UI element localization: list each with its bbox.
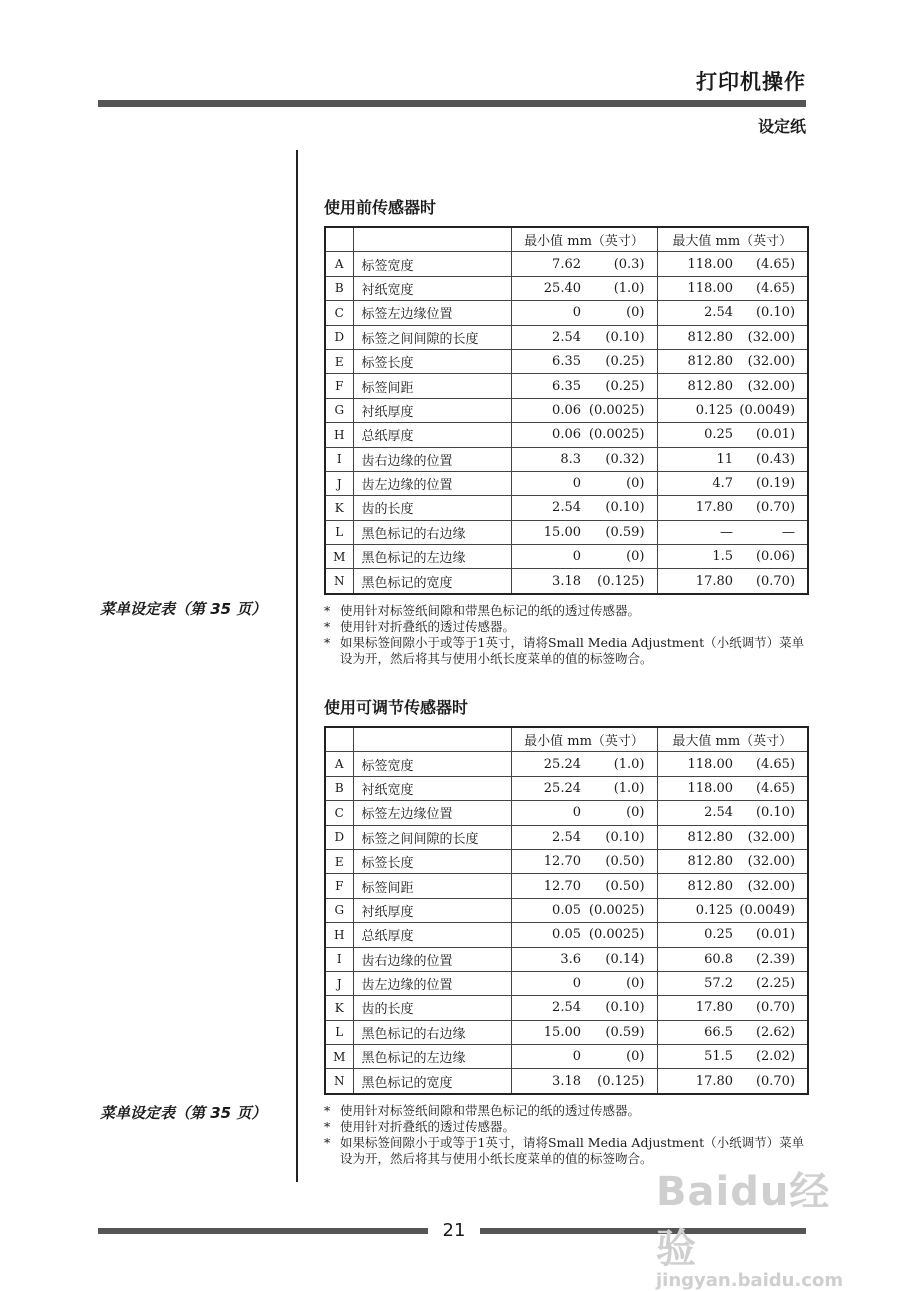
row-label: 总纸厚度 xyxy=(353,423,511,447)
watermark-url: jingyan.baidu.com xyxy=(656,1270,844,1291)
page-number: 21 xyxy=(442,1220,466,1241)
max-inch-cell: (4.65) xyxy=(737,252,808,276)
min-mm-cell: 0 xyxy=(511,1045,585,1069)
row-label: 标签间距 xyxy=(353,374,511,398)
min-mm-cell: 6.35 xyxy=(511,374,585,398)
row-code: I xyxy=(325,947,353,971)
min-mm-cell: 2.54 xyxy=(511,325,585,349)
max-mm-cell: 812.80 xyxy=(657,325,737,349)
row-code: D xyxy=(325,325,353,349)
max-inch-cell: (32.00) xyxy=(737,874,808,898)
row-code: C xyxy=(325,301,353,325)
row-label: 标签长度 xyxy=(353,349,511,373)
margin-rule xyxy=(296,150,298,1182)
max-inch-cell: (2.62) xyxy=(737,1020,808,1044)
max-mm-cell: 118.00 xyxy=(657,252,737,276)
max-inch-cell: (0.70) xyxy=(737,1069,808,1094)
row-label: 黑色标记的宽度 xyxy=(353,569,511,594)
max-mm-cell: 812.80 xyxy=(657,825,737,849)
table-row xyxy=(325,1020,808,1044)
footnote-marker: * xyxy=(324,1102,331,1118)
max-inch-cell: (0.43) xyxy=(737,447,808,471)
max-inch-cell: (2.25) xyxy=(737,971,808,995)
min-inch-cell: (0.3) xyxy=(585,252,657,276)
min-mm-cell: 15.00 xyxy=(511,520,585,544)
header-blank-code xyxy=(325,227,353,252)
max-mm-cell: 17.80 xyxy=(657,496,737,520)
table-row xyxy=(325,898,808,922)
min-inch-cell: (0) xyxy=(585,301,657,325)
min-inch-cell: (0.125) xyxy=(585,569,657,594)
table-row xyxy=(325,471,808,495)
row-code: M xyxy=(325,545,353,569)
min-mm-cell: 0 xyxy=(511,801,585,825)
min-inch-cell: (0.10) xyxy=(585,996,657,1020)
row-code: F xyxy=(325,874,353,898)
footnote xyxy=(324,635,808,667)
footnote-marker: * xyxy=(324,1118,331,1134)
table-row xyxy=(325,496,808,520)
header-blank-label xyxy=(353,727,511,752)
watermark-brand: Baidu经验 xyxy=(656,1169,831,1272)
footnote-text: 使用针对标签纸间隙和带黑色标记的纸的透过传感器。 xyxy=(340,602,641,618)
max-mm-cell: 0.125 xyxy=(657,398,737,422)
row-label: 标签宽度 xyxy=(353,752,511,776)
row-code: M xyxy=(325,1045,353,1069)
min-mm-cell: 0.05 xyxy=(511,898,585,922)
row-label: 标签左边缘位置 xyxy=(353,301,511,325)
max-mm-cell: 17.80 xyxy=(657,569,737,594)
header-rule xyxy=(98,100,806,107)
footnote-text: 使用针对标签纸间隙和带黑色标记的纸的透过传感器。 xyxy=(340,1102,641,1118)
footnote-marker: * xyxy=(324,1134,331,1150)
max-mm-cell: 66.5 xyxy=(657,1020,737,1044)
footnote-text: 使用针对折叠纸的透过传感器。 xyxy=(340,1118,516,1134)
min-mm-cell: 6.35 xyxy=(511,349,585,373)
max-mm-cell: 0.125 xyxy=(657,898,737,922)
min-mm-cell: 0 xyxy=(511,471,585,495)
min-mm-cell: 3.18 xyxy=(511,569,585,594)
min-inch-cell: (0) xyxy=(585,971,657,995)
header-max: 最大值 mm（英寸） xyxy=(657,227,808,252)
table-row xyxy=(325,947,808,971)
row-label: 黑色标记的左边缘 xyxy=(353,545,511,569)
footnote-text: 如果标签间隙小于或等于1英寸，请将Small Media Adjustment（小纸调节）菜单设为开，然后将其与使用小纸长度菜单的值的标签吻合。 xyxy=(340,1134,805,1166)
max-inch-cell: (2.39) xyxy=(737,947,808,971)
row-label: 齿左边缘的位置 xyxy=(353,471,511,495)
max-inch-cell: (4.65) xyxy=(737,776,808,800)
table-row xyxy=(325,276,808,300)
row-label: 齿左边缘的位置 xyxy=(353,971,511,995)
row-code: E xyxy=(325,349,353,373)
max-inch-cell: (0.0049) xyxy=(737,398,808,422)
min-mm-cell: 0.06 xyxy=(511,398,585,422)
row-label: 衬纸厚度 xyxy=(353,898,511,922)
table-row xyxy=(325,374,808,398)
min-mm-cell: 0 xyxy=(511,545,585,569)
max-inch-cell: (0.06) xyxy=(737,545,808,569)
row-code: K xyxy=(325,996,353,1020)
section-title: 使用可调节传感器时 xyxy=(324,698,469,717)
row-code: H xyxy=(325,923,353,947)
max-mm-cell: 2.54 xyxy=(657,301,737,325)
footnotes xyxy=(324,603,808,667)
max-inch-cell: (0.01) xyxy=(737,423,808,447)
min-inch-cell: (0.59) xyxy=(585,1020,657,1044)
row-label: 黑色标记的右边缘 xyxy=(353,520,511,544)
max-inch-cell: — xyxy=(737,520,808,544)
row-code: B xyxy=(325,276,353,300)
footnote-marker: * xyxy=(324,618,331,634)
table-header-row xyxy=(325,227,808,252)
max-mm-cell: 60.8 xyxy=(657,947,737,971)
min-mm-cell: 12.70 xyxy=(511,849,585,873)
watermark xyxy=(656,1160,866,1291)
footnote xyxy=(324,1119,808,1135)
max-mm-cell: 4.7 xyxy=(657,471,737,495)
max-inch-cell: (0.10) xyxy=(737,301,808,325)
page-subtitle: 设定纸 xyxy=(757,117,806,136)
max-inch-cell: (32.00) xyxy=(737,374,808,398)
max-mm-cell: — xyxy=(657,520,737,544)
max-mm-cell: 51.5 xyxy=(657,1045,737,1069)
row-label: 总纸厚度 xyxy=(353,923,511,947)
max-mm-cell: 0.25 xyxy=(657,423,737,447)
row-code: C xyxy=(325,801,353,825)
max-mm-cell: 17.80 xyxy=(657,996,737,1020)
min-mm-cell: 2.54 xyxy=(511,825,585,849)
min-mm-cell: 25.24 xyxy=(511,752,585,776)
max-mm-cell: 812.80 xyxy=(657,374,737,398)
min-inch-cell: (0.59) xyxy=(585,520,657,544)
row-label: 标签之间间隙的长度 xyxy=(353,825,511,849)
row-code: H xyxy=(325,423,353,447)
table-row xyxy=(325,996,808,1020)
min-inch-cell: (0) xyxy=(585,545,657,569)
table-row xyxy=(325,923,808,947)
spec-table xyxy=(324,226,809,595)
footnote-text: 使用针对折叠纸的透过传感器。 xyxy=(340,618,516,634)
max-mm-cell: 812.80 xyxy=(657,874,737,898)
max-inch-cell: (4.65) xyxy=(737,276,808,300)
table-row xyxy=(325,325,808,349)
footnote-marker: * xyxy=(324,634,331,650)
min-inch-cell: (1.0) xyxy=(585,776,657,800)
row-label: 黑色标记的左边缘 xyxy=(353,1045,511,1069)
footnote-text: 如果标签间隙小于或等于1英寸，请将Small Media Adjustment（小纸调节）菜单设为开，然后将其与使用小纸长度菜单的值的标签吻合。 xyxy=(340,634,805,666)
row-label: 标签左边缘位置 xyxy=(353,801,511,825)
min-inch-cell: (0.10) xyxy=(585,325,657,349)
min-inch-cell: (0) xyxy=(585,1045,657,1069)
row-label: 齿右边缘的位置 xyxy=(353,447,511,471)
max-mm-cell: 11 xyxy=(657,447,737,471)
min-inch-cell: (0) xyxy=(585,801,657,825)
table-row xyxy=(325,423,808,447)
row-code: E xyxy=(325,849,353,873)
max-mm-cell: 17.80 xyxy=(657,1069,737,1094)
max-mm-cell: 118.00 xyxy=(657,276,737,300)
footnote xyxy=(324,603,808,619)
spec-table xyxy=(324,726,809,1095)
max-mm-cell: 2.54 xyxy=(657,801,737,825)
max-inch-cell: (0.10) xyxy=(737,801,808,825)
table-row xyxy=(325,825,808,849)
row-label: 标签之间间隙的长度 xyxy=(353,325,511,349)
row-code: I xyxy=(325,447,353,471)
table-row xyxy=(325,447,808,471)
row-code: N xyxy=(325,569,353,594)
min-mm-cell: 0 xyxy=(511,301,585,325)
header-blank-label xyxy=(353,227,511,252)
front-sensor-section xyxy=(324,198,808,667)
min-inch-cell: (0.50) xyxy=(585,849,657,873)
min-inch-cell: (0.50) xyxy=(585,874,657,898)
min-inch-cell: (0.10) xyxy=(585,825,657,849)
row-label: 黑色标记的右边缘 xyxy=(353,1020,511,1044)
table-row xyxy=(325,520,808,544)
table-row xyxy=(325,1045,808,1069)
min-inch-cell: (0.0025) xyxy=(585,423,657,447)
header-min: 最小值 mm（英寸） xyxy=(511,227,657,252)
max-inch-cell: (0.01) xyxy=(737,923,808,947)
min-inch-cell: (0) xyxy=(585,471,657,495)
row-code: K xyxy=(325,496,353,520)
table-header-row xyxy=(325,727,808,752)
min-mm-cell: 25.40 xyxy=(511,276,585,300)
min-inch-cell: (0.14) xyxy=(585,947,657,971)
table-row xyxy=(325,252,808,276)
table-row xyxy=(325,971,808,995)
table-row xyxy=(325,874,808,898)
row-code: B xyxy=(325,776,353,800)
max-inch-cell: (0.0049) xyxy=(737,898,808,922)
menu-reference-link-1[interactable]: 菜单设定表（第 35 页） xyxy=(100,600,267,618)
table-row xyxy=(325,349,808,373)
max-inch-cell: (2.02) xyxy=(737,1045,808,1069)
page-title: 打印机操作 xyxy=(696,70,806,94)
min-mm-cell: 0.05 xyxy=(511,923,585,947)
footnote xyxy=(324,1103,808,1119)
min-inch-cell: (0.0025) xyxy=(585,398,657,422)
row-code: J xyxy=(325,971,353,995)
row-code: F xyxy=(325,374,353,398)
min-inch-cell: (0.0025) xyxy=(585,898,657,922)
table-row xyxy=(325,569,808,594)
row-label: 黑色标记的宽度 xyxy=(353,1069,511,1094)
table-row xyxy=(325,398,808,422)
min-mm-cell: 3.6 xyxy=(511,947,585,971)
section-title: 使用前传感器时 xyxy=(324,198,437,217)
min-inch-cell: (0.32) xyxy=(585,447,657,471)
min-mm-cell: 8.3 xyxy=(511,447,585,471)
footnote-marker: * xyxy=(324,602,331,618)
max-mm-cell: 57.2 xyxy=(657,971,737,995)
footnotes xyxy=(324,1103,808,1167)
table-row xyxy=(325,1069,808,1094)
max-inch-cell: (0.19) xyxy=(737,471,808,495)
row-label: 衬纸宽度 xyxy=(353,776,511,800)
row-label: 衬纸厚度 xyxy=(353,398,511,422)
table-row xyxy=(325,801,808,825)
row-code: L xyxy=(325,520,353,544)
min-mm-cell: 3.18 xyxy=(511,1069,585,1094)
header-min: 最小值 mm（英寸） xyxy=(511,727,657,752)
min-mm-cell: 0.06 xyxy=(511,423,585,447)
max-inch-cell: (0.70) xyxy=(737,496,808,520)
min-inch-cell: (0.25) xyxy=(585,374,657,398)
row-label: 齿的长度 xyxy=(353,496,511,520)
max-inch-cell: (32.00) xyxy=(737,825,808,849)
header-blank-code xyxy=(325,727,353,752)
max-mm-cell: 1.5 xyxy=(657,545,737,569)
min-inch-cell: (0.125) xyxy=(585,1069,657,1094)
table-row xyxy=(325,545,808,569)
row-label: 标签长度 xyxy=(353,849,511,873)
max-inch-cell: (32.00) xyxy=(737,849,808,873)
max-mm-cell: 0.25 xyxy=(657,923,737,947)
min-inch-cell: (0.10) xyxy=(585,496,657,520)
row-code: N xyxy=(325,1069,353,1094)
footnote xyxy=(324,619,808,635)
row-label: 标签间距 xyxy=(353,874,511,898)
row-code: J xyxy=(325,471,353,495)
min-inch-cell: (0.0025) xyxy=(585,923,657,947)
min-inch-cell: (0.25) xyxy=(585,349,657,373)
row-label: 衬纸宽度 xyxy=(353,276,511,300)
row-code: L xyxy=(325,1020,353,1044)
min-inch-cell: (1.0) xyxy=(585,276,657,300)
max-inch-cell: (32.00) xyxy=(737,349,808,373)
adjustable-sensor-section xyxy=(324,698,808,1167)
row-label: 齿的长度 xyxy=(353,996,511,1020)
max-mm-cell: 118.00 xyxy=(657,776,737,800)
min-mm-cell: 25.24 xyxy=(511,776,585,800)
max-inch-cell: (4.65) xyxy=(737,752,808,776)
max-inch-cell: (32.00) xyxy=(737,325,808,349)
footer-rule-left xyxy=(98,1228,428,1234)
min-inch-cell: (1.0) xyxy=(585,752,657,776)
table-row xyxy=(325,776,808,800)
menu-reference-link-2[interactable]: 菜单设定表（第 35 页） xyxy=(100,1104,267,1122)
row-code: A xyxy=(325,252,353,276)
max-mm-cell: 812.80 xyxy=(657,849,737,873)
table-row xyxy=(325,752,808,776)
row-code: A xyxy=(325,752,353,776)
table-row xyxy=(325,849,808,873)
min-mm-cell: 2.54 xyxy=(511,996,585,1020)
row-code: G xyxy=(325,398,353,422)
header-max: 最大值 mm（英寸） xyxy=(657,727,808,752)
max-inch-cell: (0.70) xyxy=(737,996,808,1020)
row-code: D xyxy=(325,825,353,849)
min-mm-cell: 2.54 xyxy=(511,496,585,520)
row-label: 齿右边缘的位置 xyxy=(353,947,511,971)
min-mm-cell: 7.62 xyxy=(511,252,585,276)
max-mm-cell: 118.00 xyxy=(657,752,737,776)
table-row xyxy=(325,301,808,325)
max-inch-cell: (0.70) xyxy=(737,569,808,594)
min-mm-cell: 12.70 xyxy=(511,874,585,898)
min-mm-cell: 0 xyxy=(511,971,585,995)
row-code: G xyxy=(325,898,353,922)
max-mm-cell: 812.80 xyxy=(657,349,737,373)
min-mm-cell: 15.00 xyxy=(511,1020,585,1044)
row-label: 标签宽度 xyxy=(353,252,511,276)
